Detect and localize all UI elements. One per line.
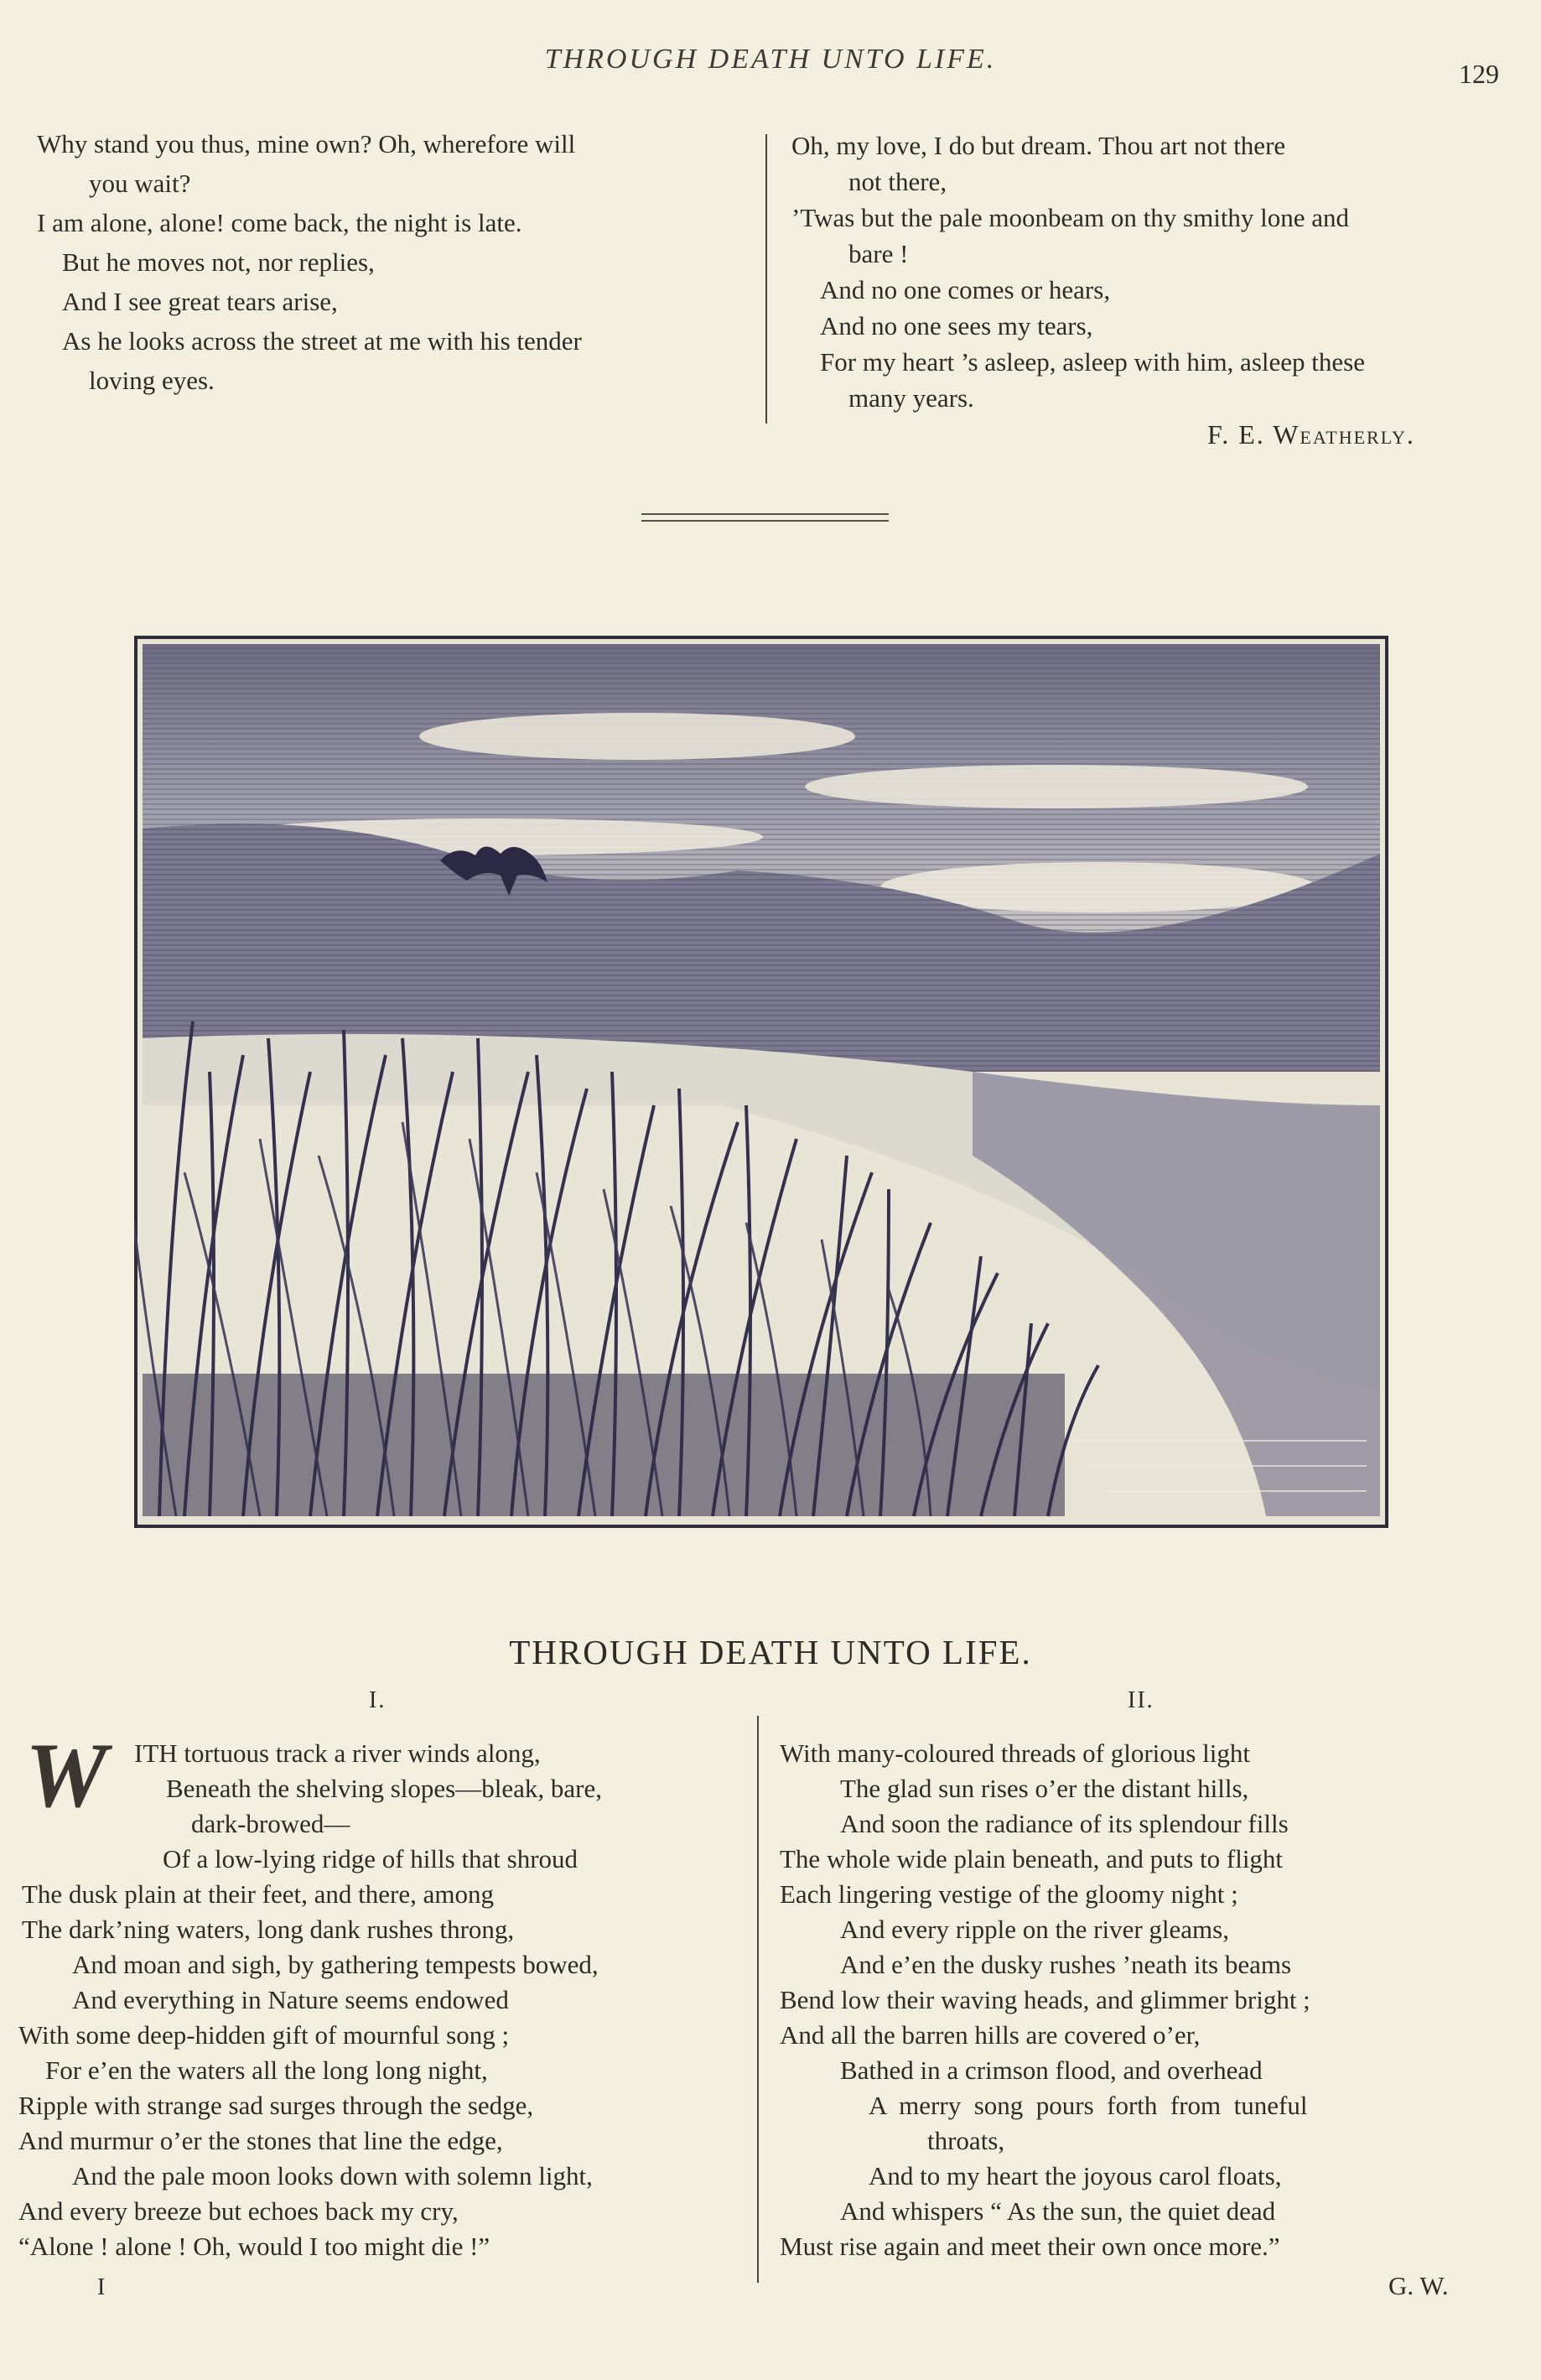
- poem-line: Bathed in a crimson flood, and overhead: [840, 2055, 1263, 2085]
- poem-line: And no one comes or hears,: [820, 275, 1111, 304]
- poem-title: THROUGH DEATH UNTO LIFE.: [509, 1633, 1032, 1671]
- poem-line: And murmur o’er the stones that line the edge,: [18, 2126, 503, 2155]
- poem-line: ’Twas but the pale moonbeam on thy smithy lone and: [791, 203, 1350, 232]
- prev-poem-right-column: [791, 127, 1365, 416]
- poem-line: loving eyes.: [89, 366, 215, 395]
- poem-line: And all the barren hills are covered o’er,: [780, 2020, 1201, 2050]
- poem-line: A merry song pours forth from tuneful: [869, 2091, 1308, 2120]
- poem-line: And every ripple on the river gleams,: [840, 1915, 1229, 1944]
- page-number: 129: [1459, 59, 1499, 89]
- poem-author: G. W.: [1388, 2271, 1449, 2300]
- part-two-label: II.: [1128, 1687, 1154, 1713]
- poem-line: And moan and sigh, by gathering tempests bowed,: [72, 1950, 599, 1979]
- poem-line: And the pale moon looks down with solemn light,: [72, 2161, 593, 2190]
- part-two-column: [780, 1736, 1310, 2264]
- poem-line: throats,: [927, 2126, 1005, 2155]
- poem-line: many years.: [848, 383, 974, 413]
- poem-line: And soon the radiance of its splendour fills: [840, 1809, 1289, 1838]
- prev-poem-author: F. E. Weatherly.: [1207, 419, 1415, 449]
- poem-line: The whole wide plain beneath, and puts to flight: [780, 1844, 1284, 1873]
- poem-line: Beneath the shelving slopes—bleak, bare,: [166, 1774, 602, 1803]
- poem-line: I am alone, alone! come back, the night is late.: [37, 208, 522, 237]
- poem-line: And to my heart the joyous carol floats,: [869, 2161, 1282, 2190]
- part-one-label: I.: [369, 1687, 387, 1713]
- poem-line: you wait?: [89, 169, 191, 198]
- column-divider: [765, 134, 767, 424]
- poem-line: And e’en the dusky rushes ’neath its beams: [840, 1950, 1292, 1979]
- column-divider: [757, 1716, 759, 2283]
- poem-line: And no one sees my tears,: [820, 311, 1093, 340]
- poem-line: ITH tortuous track a river winds along,: [134, 1738, 541, 1768]
- poem-line: And every breeze but echoes back my cry,: [18, 2196, 459, 2226]
- running-head: THROUGH DEATH UNTO LIFE.: [544, 44, 997, 75]
- poem-line: The dusk plain at their feet, and there, among: [22, 1879, 494, 1909]
- poem-line: As he looks across the street at me with his tender: [62, 326, 582, 356]
- poem-line: The dark’ning waters, long dank rushes throng,: [22, 1915, 515, 1944]
- poem-line: And everything in Nature seems endowed: [72, 1985, 509, 2014]
- poem-line: And I see great tears arise,: [62, 287, 338, 316]
- poem-line: The glad sun rises o’er the distant hills,: [840, 1774, 1249, 1803]
- poem-line: Bend low their waving heads, and glimmer bright ;: [780, 1985, 1310, 2014]
- poem-line: For e’en the waters all the long long night,: [45, 2055, 488, 2085]
- poem-line: Ripple with strange sad surges through the sedge,: [18, 2091, 534, 2120]
- section-divider: [641, 513, 889, 527]
- poem-line: Oh, my love, I do but dream. Thou art not there: [791, 131, 1286, 160]
- poem-line: Each lingering vestige of the gloomy night ;: [780, 1879, 1238, 1909]
- poem-line: With some deep-hidden gift of mournful song ;: [18, 2020, 510, 2050]
- poem-line: With many-coloured threads of glorious light: [780, 1738, 1250, 1768]
- part-one-column: [18, 1724, 602, 2264]
- poem-line: Of a low-lying ridge of hills that shroud: [163, 1844, 579, 1873]
- poem-line: And whispers “ As the sun, the quiet dead: [840, 2196, 1276, 2226]
- poem-line: Must rise again and meet their own once more.”: [780, 2232, 1280, 2261]
- drop-cap: W: [25, 1724, 107, 1827]
- poem-line: For my heart ’s asleep, asleep with him, asleep these: [820, 347, 1365, 377]
- poem-line: Why stand you thus, mine own? Oh, wherefore will: [37, 129, 576, 158]
- poem-line: “Alone ! alone ! Oh, would I too might die !”: [18, 2232, 490, 2261]
- engraving-reeds-river-bat-icon: [134, 636, 1388, 1528]
- poem-line: not there,: [848, 167, 947, 196]
- poem-line: dark-browed—: [191, 1809, 350, 1838]
- prev-poem-left-column: [37, 124, 582, 400]
- signature-mark: I: [97, 2274, 106, 2300]
- poem-line: But he moves not, nor replies,: [62, 247, 375, 277]
- poem-line: bare !: [848, 239, 909, 268]
